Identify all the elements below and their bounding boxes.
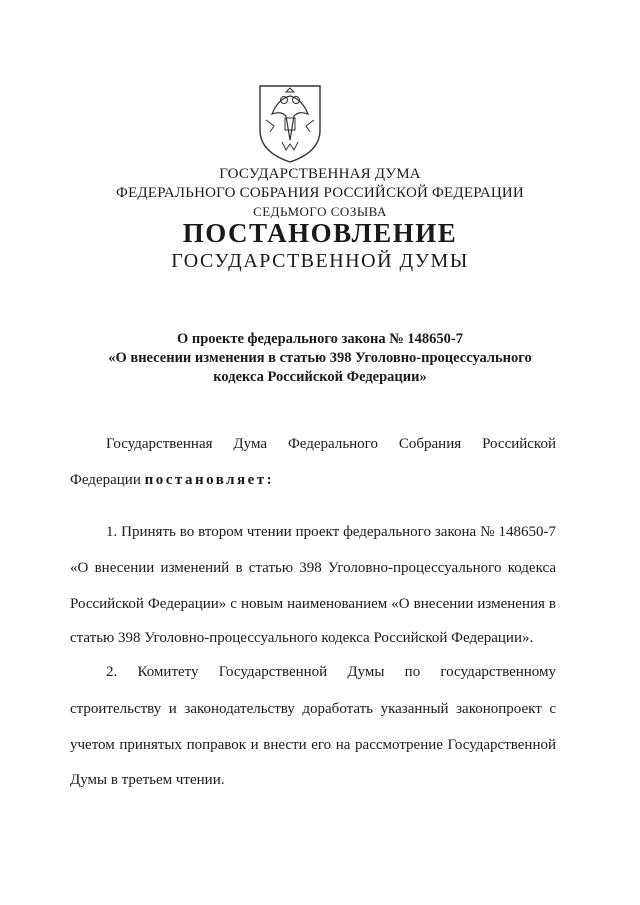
item-1-line: 1. Принять во втором чтении проект федерального закона № 148650-7 [106,524,556,540]
subject-line: кодекса Российской Федерации» [213,369,427,385]
org-line-convocation: СЕДЬМОГО СОЗЫВА [253,204,387,219]
state-emblem-icon [256,80,324,164]
item-1-line: Российской Федерации» с новым наименованием «О внесении изменения в [70,596,556,612]
subject-line: «О внесении изменения в статью 398 Уголовно-процессуального [108,350,532,366]
item-1-line: статью 398 Уголовно-процессуального кодекса Российской Федерации». [70,630,534,646]
preamble-line [70,472,556,489]
document-title: ПОСТАНОВЛЕНИЕ [182,218,458,248]
preamble-text: Федерации [70,472,141,488]
preamble-line: Государственная Дума Федерального Собрания Российской [106,436,556,452]
item-2-line: 2. Комитету Государственной Думы по государственному [106,664,556,680]
item-1-line: «О внесении изменений в статью 398 Уголовно-процессуального кодекса [70,560,556,576]
org-line-assembly: ФЕДЕРАЛЬНОГО СОБРАНИЯ РОССИЙСКОЙ ФЕДЕРАЦИИ [116,185,524,201]
item-2-line: строительству и законодательству доработать указанный законопроект с [70,701,556,717]
preamble-verb: постановляет: [144,472,275,488]
item-2-line: Думы в третьем чтении. [70,772,225,788]
document-subject [60,330,580,387]
item-2-line: учетом принятых поправок и внести его на рассмотрение Государственной [70,737,556,753]
subject-line: О проекте федерального закона № 148650-7 [176,331,464,347]
org-line-duma: ГОСУДАРСТВЕННАЯ ДУМА [219,166,421,182]
document-subtitle: ГОСУДАРСТВЕННОЙ ДУМЫ [171,250,469,272]
